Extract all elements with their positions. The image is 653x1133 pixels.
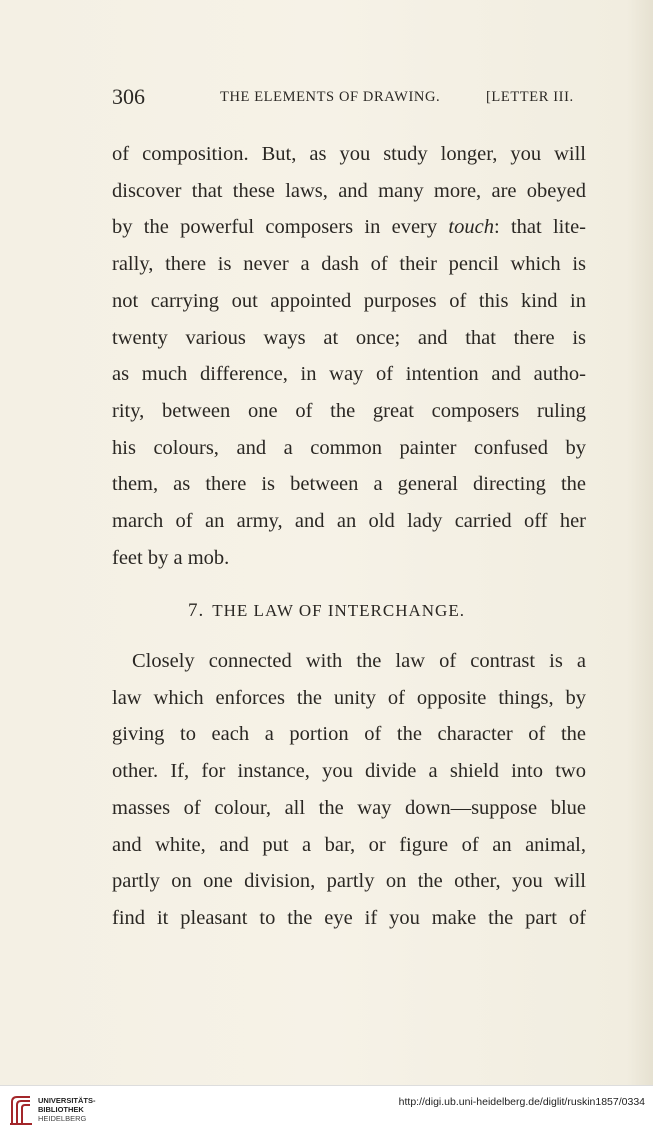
text-line: not carrying out appointed purposes of this kind in	[112, 289, 586, 312]
text-line: march of an army, and an old lady carried off her	[112, 510, 586, 533]
text-line: as much difference, in way of intention and autho-	[112, 363, 586, 386]
paragraph-2	[112, 643, 586, 937]
text-line: rally, there is never a dash of their pencil which is	[112, 253, 586, 276]
text-line: rity, between one of the great composers ruling	[112, 399, 586, 422]
text-line: law which enforces the unity of opposite things, by	[112, 686, 586, 709]
text-line: giving to each a portion of the character of the	[112, 723, 586, 746]
text-line: find it pleasant to the eye if you make the part of	[112, 906, 586, 929]
emphasis: touch	[448, 216, 494, 239]
text-line: his colours, and a common painter confused by	[112, 436, 586, 459]
text-line: twenty various ways at once; and that there is	[112, 326, 586, 349]
library-name-line: BIBLIOTHEK	[38, 1105, 84, 1114]
text-line: them, as there is between a general directing the	[112, 473, 586, 496]
section-marker: [LETTER III.	[486, 89, 574, 105]
library-name-line: HEIDELBERG	[38, 1114, 87, 1123]
heading-text: THE LAW OF INTERCHANGE.	[212, 601, 465, 620]
source-url-link[interactable]: http://digi.ub.uni-heidelberg.de/diglit/ruskin1857/0334	[398, 1096, 645, 1108]
text-line: of composition. But, as you study longer, you will	[112, 143, 586, 165]
library-logo-icon	[8, 1094, 34, 1126]
running-title: THE ELEMENTS OF DRAWING.	[220, 89, 441, 105]
text-line: and white, and put a bar, or figure of an animal,	[112, 833, 586, 856]
heading-number: 7.	[188, 600, 205, 621]
paragraph-1	[112, 136, 586, 576]
text-line: partly on one division, partly on the other, you will	[112, 870, 586, 893]
page-header	[0, 84, 653, 110]
section-heading	[0, 600, 653, 622]
text-line: feet by a mob.	[112, 546, 230, 569]
text-line: Closely connected with the law of contrast is a	[132, 650, 586, 672]
text-line: by the powerful composers in every touch: that lite-	[112, 216, 586, 239]
text-line: discover that these laws, and many more, are obeyed	[112, 179, 586, 202]
library-name	[38, 1096, 96, 1123]
viewer-footer	[0, 1085, 653, 1133]
text-line: masses of colour, all the way down—suppose blue	[112, 796, 586, 819]
text-line: other. If, for instance, you divide a shield into two	[112, 760, 586, 783]
library-name-line: UNIVERSITÄTS-	[38, 1096, 96, 1105]
page-number: 306	[112, 84, 145, 109]
